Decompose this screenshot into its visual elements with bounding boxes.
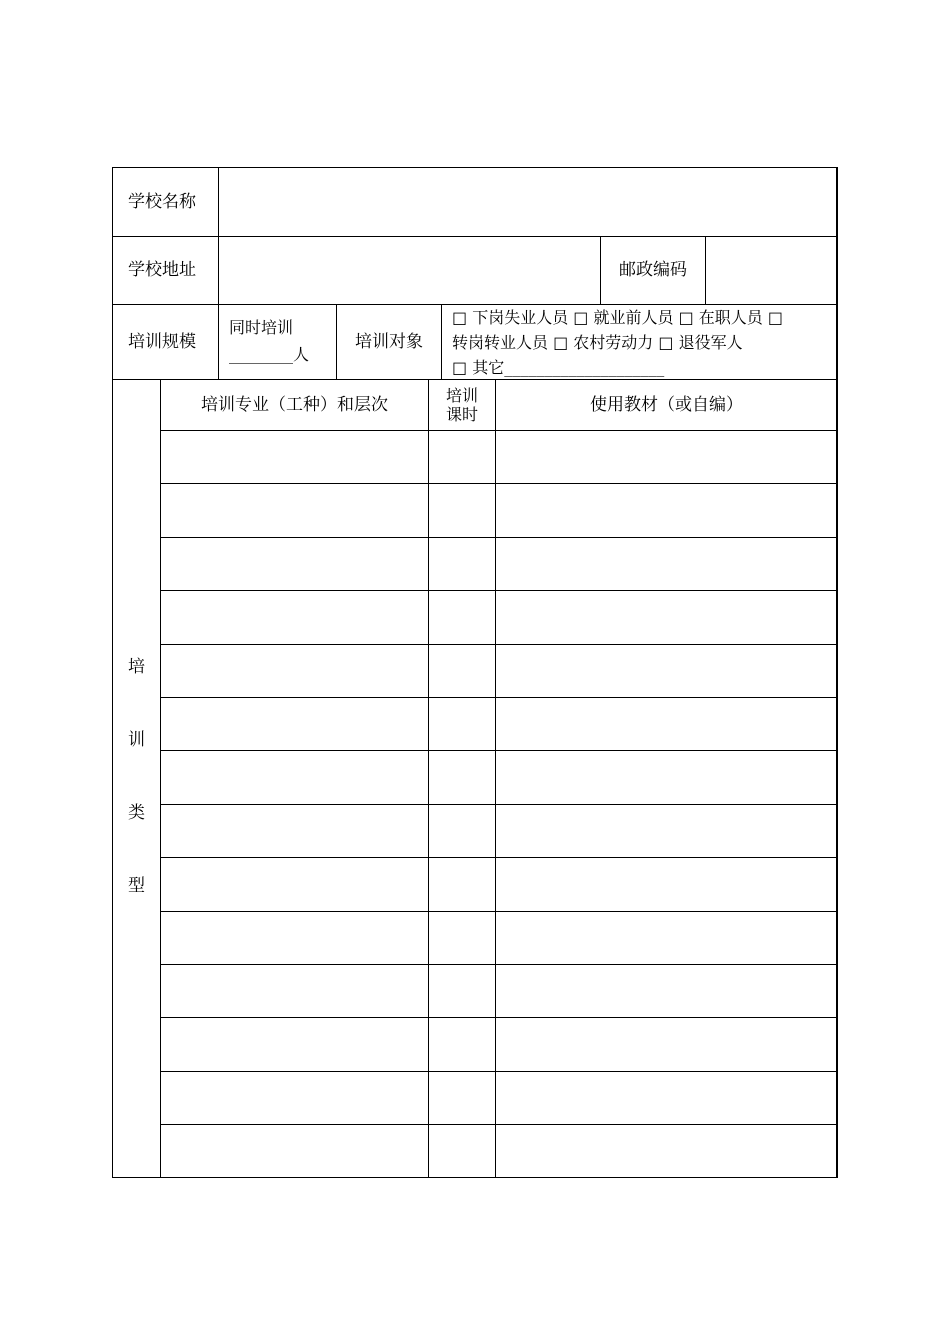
scale-text-line1: 同时培训 <box>229 318 294 338</box>
training-type-char: 类 <box>128 803 145 823</box>
row-material-cell[interactable] <box>496 538 837 590</box>
training-target-options[interactable] <box>442 305 837 379</box>
school-name-label: 学校名称 <box>128 191 196 212</box>
column-header-hours <box>429 380 495 430</box>
column-header-hours-line1: 培训 <box>445 385 478 405</box>
row-material-cell[interactable] <box>496 1125 837 1177</box>
school-name-field[interactable] <box>219 168 837 236</box>
training-type-char: 型 <box>128 876 145 896</box>
row-material-cell[interactable] <box>496 858 837 910</box>
row-hours-cell[interactable] <box>429 645 495 697</box>
row-material-cell[interactable] <box>496 751 837 803</box>
target-options-line3[interactable]: □ 其它____________________ <box>452 357 665 377</box>
row-major-cell[interactable] <box>161 1018 428 1070</box>
row-material-cell[interactable] <box>496 591 837 643</box>
row-hours-cell[interactable] <box>429 538 495 590</box>
row-material-cell[interactable] <box>496 805 837 857</box>
row-material-cell[interactable] <box>496 698 837 750</box>
row-hours-cell[interactable] <box>429 591 495 643</box>
row-material-cell[interactable] <box>496 645 837 697</box>
training-scale-label: 培训规模 <box>128 331 196 352</box>
school-address-label: 学校地址 <box>128 260 196 281</box>
training-type-char: 培 <box>128 657 145 677</box>
row-material-cell[interactable] <box>496 912 837 964</box>
row-hours-cell[interactable] <box>429 751 495 803</box>
registration-form <box>112 167 838 1178</box>
row-major-cell[interactable] <box>161 805 428 857</box>
scale-text-line2: ________人 <box>229 345 310 364</box>
row-material-cell[interactable] <box>496 431 837 483</box>
row-hours-cell[interactable] <box>429 431 495 483</box>
row-material-cell[interactable] <box>496 1018 837 1070</box>
row-major-cell[interactable] <box>161 698 428 750</box>
row-hours-cell[interactable] <box>429 1125 495 1177</box>
row-hours-cell[interactable] <box>429 912 495 964</box>
row-material-cell[interactable] <box>496 965 837 1017</box>
postcode-field[interactable] <box>706 237 837 304</box>
school-address-field[interactable] <box>219 237 600 304</box>
column-header-major: 培训专业（工种）和层次 <box>201 394 388 415</box>
training-scale-field[interactable] <box>219 305 336 379</box>
row-hours-cell[interactable] <box>429 484 495 536</box>
row-major-cell[interactable] <box>161 751 428 803</box>
training-type-char: 训 <box>128 730 145 750</box>
column-header-material: 使用教材（或自编） <box>590 394 743 415</box>
training-target-label: 培训对象 <box>355 331 423 352</box>
row-major-cell[interactable] <box>161 591 428 643</box>
row-hours-cell[interactable] <box>429 1072 495 1124</box>
training-type-label <box>113 380 160 1178</box>
row-major-cell[interactable] <box>161 431 428 483</box>
row-major-cell[interactable] <box>161 484 428 536</box>
row-major-cell[interactable] <box>161 912 428 964</box>
target-options-line2[interactable]: 转岗转业人员 □ 农村劳动力 □ 退役军人 <box>452 332 743 352</box>
column-header-hours-line2: 课时 <box>445 405 478 424</box>
row-major-cell[interactable] <box>161 1125 428 1177</box>
row-major-cell[interactable] <box>161 645 428 697</box>
row-hours-cell[interactable] <box>429 1018 495 1070</box>
row-major-cell[interactable] <box>161 858 428 910</box>
target-options-line1[interactable]: □ 下岗失业人员 □ 就业前人员 □ 在职人员 □ <box>452 307 783 327</box>
row-major-cell[interactable] <box>161 538 428 590</box>
row-hours-cell[interactable] <box>429 965 495 1017</box>
row-major-cell[interactable] <box>161 1072 428 1124</box>
row-material-cell[interactable] <box>496 1072 837 1124</box>
row-major-cell[interactable] <box>161 965 428 1017</box>
row-material-cell[interactable] <box>496 484 837 536</box>
row-hours-cell[interactable] <box>429 858 495 910</box>
postcode-label: 邮政编码 <box>619 260 687 281</box>
row-hours-cell[interactable] <box>429 805 495 857</box>
row-hours-cell[interactable] <box>429 698 495 750</box>
